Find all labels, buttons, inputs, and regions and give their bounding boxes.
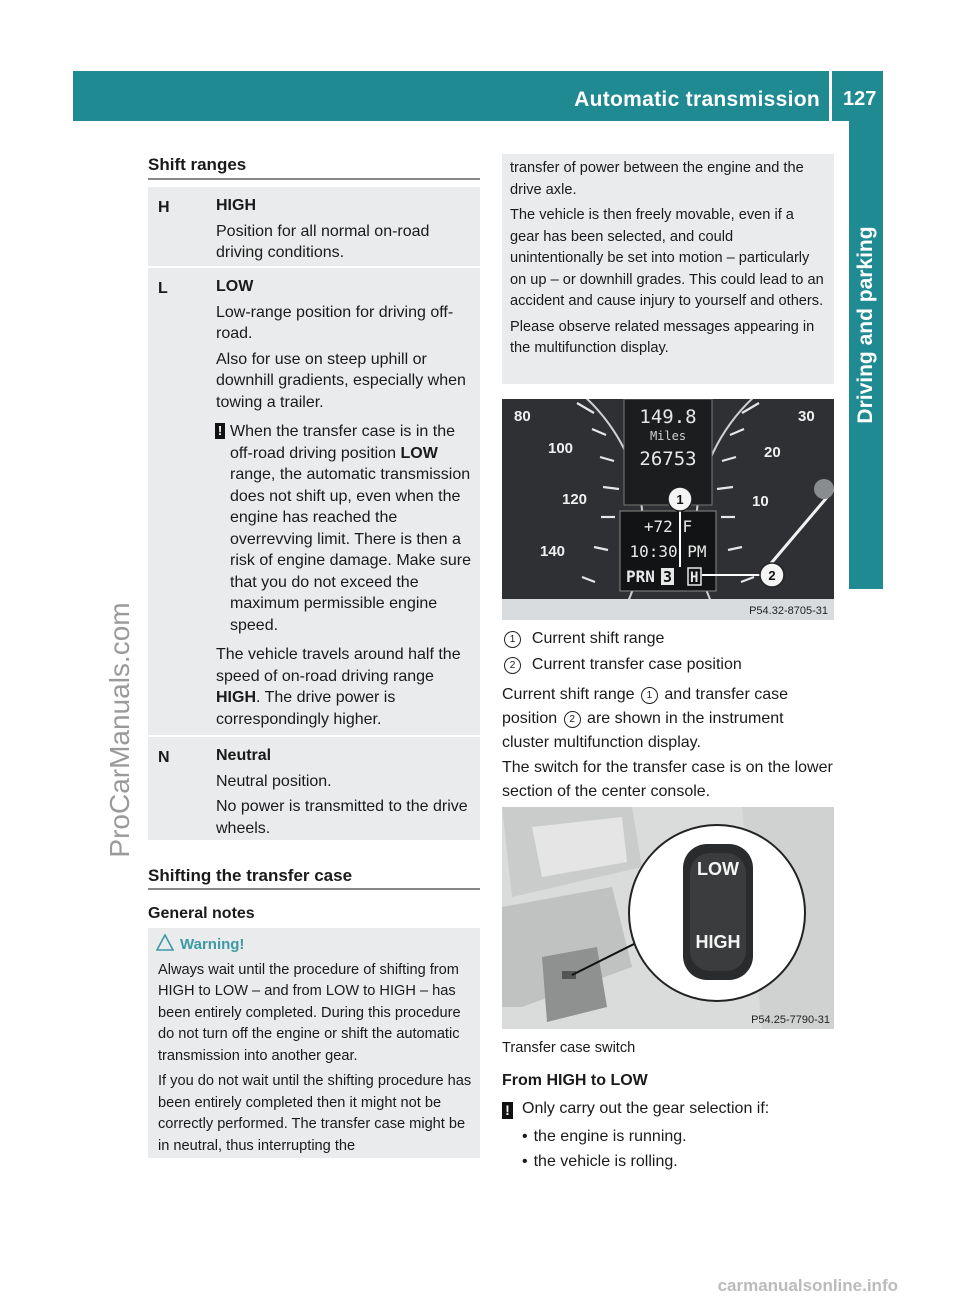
note-text: range, the automatic transmission does not shift up, even when the engine has reached the overrevving limit. There is then a risk of engine damage. Make sure that you do not exceed the maximum permissible engine speed. (230, 466, 472, 634)
text-part: are shown in the instrument cluster multifunction display. (502, 710, 784, 751)
warning-text: Please observe related messages appearing in the multifunction display. (510, 318, 815, 356)
page-number: 127 (843, 88, 877, 110)
display-gear: PRN (626, 567, 655, 586)
range-title: HIGH (216, 197, 256, 214)
from-high-heading: From HIGH to LOW (502, 1072, 648, 1089)
range-title: Neutral (216, 747, 272, 764)
display-odometer: 26753 (639, 448, 697, 470)
range-text: Neutral position. (216, 772, 332, 790)
callout-1: 1 (676, 492, 684, 507)
warning-text: Always wait until the procedure of shifting from HIGH to LOW – and from LOW to HIGH – has been entirely completed. During this procedure do not turn off the engine or shift the automatic transmission into another gear. (158, 961, 461, 1064)
warning-heading (180, 934, 472, 956)
range-text: No power is transmitted to the drive wheels. (216, 798, 468, 837)
text-part: The vehicle travels around half the speed of on-road driving range (216, 646, 461, 685)
display-gear-selected: 3 (663, 568, 673, 586)
image-code: P54.32-8705-31 (749, 605, 828, 617)
table-row (148, 737, 480, 840)
gear-selection-note (502, 1097, 769, 1121)
tick-label: 100 (548, 440, 574, 457)
inline-number: 1 (641, 687, 658, 704)
tick-label: 80 (514, 408, 531, 425)
tick-label: 30 (798, 408, 815, 425)
switch-location-text: The switch for the transfer case is on the lower section of the center console. (502, 759, 833, 800)
warning-box (148, 928, 480, 1158)
range-key: N (158, 749, 170, 766)
legend-number: 1 (504, 631, 521, 648)
exclamation-icon: ! (215, 423, 225, 439)
display-temperature: +72 F (643, 517, 693, 536)
switch-low-label: LOW (697, 859, 739, 879)
inline-number: 2 (564, 711, 581, 728)
shift-ranges-table (148, 187, 480, 840)
note-text: When the transfer case is in the off-road driving position (230, 423, 455, 462)
legend-text: Current transfer case position (531, 656, 742, 673)
cluster-description (502, 683, 834, 755)
list-item: • the engine is running. (522, 1125, 687, 1149)
list-item: • the vehicle is rolling. (522, 1150, 678, 1174)
table-row (148, 187, 480, 268)
note-text: Only carry out the gear selection if: (522, 1100, 770, 1117)
general-notes-heading: General notes (148, 905, 255, 922)
tick-label: 140 (540, 543, 566, 560)
text-part: Current shift range (502, 686, 639, 703)
heading-rule (148, 888, 480, 890)
page-header-title: Automatic transmission (574, 88, 820, 111)
display-transfer-case: H (690, 570, 699, 586)
watermark: ProCarManuals.com (104, 602, 135, 858)
tick-label: 20 (764, 444, 781, 461)
watermark-wrap (100, 520, 140, 940)
range-text: Position for all normal on-road driving conditions. (216, 222, 430, 261)
range-key: L (158, 280, 168, 297)
display-time: 10:30 PM (629, 542, 707, 561)
image-code: P54.25-7790-31 (751, 1014, 830, 1026)
range-text (216, 644, 472, 730)
warning-icon (156, 934, 174, 951)
header-separator (829, 71, 832, 121)
tick-label: 10 (752, 493, 769, 510)
legend-number: 2 (504, 657, 521, 674)
risk-note (216, 421, 472, 636)
legend-item (502, 653, 742, 677)
legend-text: Current shift range (531, 630, 665, 647)
warning-title: Warning! (180, 936, 245, 953)
display-trip: 149.8 (639, 406, 697, 428)
text-part: and transfer case position (502, 686, 789, 727)
range-key: H (158, 199, 170, 216)
warning-text: transfer of power between the engine and the drive axle. (510, 160, 804, 198)
side-tab-block (849, 529, 883, 589)
legend-item (502, 627, 664, 651)
side-tab-label: Driving and parking (854, 226, 877, 424)
shift-ranges-heading: Shift ranges (148, 155, 247, 174)
switch-high-label: HIGH (695, 932, 741, 952)
warning-text: The vehicle is then freely movable, even if a gear has been selected, and could unintentionally be set into motion – particularly on up – or downhill grades. This could lead to an accident and cause injury to yourself and others. (510, 207, 824, 309)
image-caption: Transfer case switch (502, 1040, 636, 1056)
text-part: . The drive power is correspondingly higher. (216, 689, 396, 728)
range-text: Also for use on steep uphill or downhill gradients, especially when towing a trailer. (216, 350, 466, 411)
note-bold: LOW (400, 444, 438, 462)
heading-rule (148, 178, 480, 180)
transfer-heading: Shifting the transfer case (148, 866, 353, 885)
exclamation-icon: ! (502, 1102, 513, 1119)
warning-text: If you do not wait until the shifting procedure has been entirely completed then it might not be correctly performed. The transfer case might be in neutral, thus interrupting the (158, 1073, 472, 1154)
table-row (148, 268, 480, 737)
text-bold: HIGH (216, 689, 256, 706)
transfer-case-switch-image (502, 807, 834, 1029)
range-title: LOW (216, 278, 254, 295)
tick-label: 120 (562, 491, 588, 508)
side-tab-label-wrap (849, 121, 883, 529)
instrument-cluster-image (502, 399, 834, 620)
warning-continuation-box (502, 154, 834, 384)
display-unit: Miles (649, 429, 687, 443)
callout-2: 2 (768, 568, 776, 583)
footer-watermark: carmanualsonline.info (717, 1276, 898, 1295)
range-text: Low-range position for driving off-road. (216, 303, 454, 342)
